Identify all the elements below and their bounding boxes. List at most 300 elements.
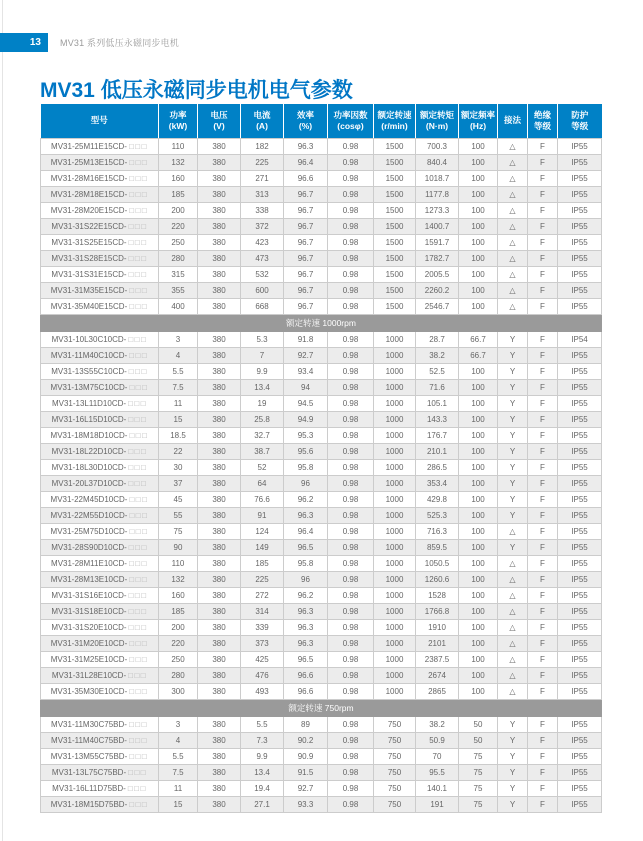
value-cell: 380	[198, 765, 241, 781]
value-cell: 91.5	[284, 765, 328, 781]
value-cell: 300	[159, 684, 198, 700]
value-cell: F	[528, 652, 558, 668]
column-header: 功率 (kW)	[159, 104, 198, 139]
value-cell: 2101	[416, 636, 459, 652]
value-cell: Y	[498, 749, 528, 765]
model-placeholder-boxes: □□□	[128, 446, 148, 456]
value-cell: IP55	[558, 235, 602, 251]
value-cell: 380	[198, 299, 241, 315]
value-cell: IP55	[558, 652, 602, 668]
value-cell: 0.98	[328, 572, 374, 588]
value-cell: F	[528, 684, 558, 700]
table-row	[41, 684, 602, 700]
value-cell: 380	[198, 203, 241, 219]
value-cell: 55	[159, 508, 198, 524]
value-cell: 66.7	[459, 332, 498, 348]
table-row	[41, 139, 602, 155]
value-cell: 0.98	[328, 444, 374, 460]
value-cell: 70	[416, 749, 459, 765]
value-cell: 92.7	[284, 781, 328, 797]
value-cell: 96	[284, 476, 328, 492]
value-cell: 90.9	[284, 749, 328, 765]
value-cell: 1018.7	[416, 171, 459, 187]
value-cell: 1500	[374, 203, 416, 219]
table-body	[41, 139, 602, 813]
model-placeholder-boxes: □□□	[127, 783, 147, 793]
value-cell: 0.98	[328, 412, 374, 428]
section-divider-label: 额定转速 750rpm	[41, 700, 602, 717]
value-cell: 280	[159, 251, 198, 267]
value-cell: 1260.6	[416, 572, 459, 588]
table-row	[41, 588, 602, 604]
value-cell: 13.4	[241, 765, 284, 781]
page-header-bar	[0, 33, 179, 52]
value-cell: 7	[241, 348, 284, 364]
value-cell: 1000	[374, 652, 416, 668]
table-row	[41, 733, 602, 749]
value-cell: 380	[198, 668, 241, 684]
value-cell: 1400.7	[416, 219, 459, 235]
model-cell: MV31-13M55C75BD- □□□	[41, 749, 159, 765]
value-cell: 100	[459, 460, 498, 476]
value-cell: IP55	[558, 733, 602, 749]
value-cell: 2674	[416, 668, 459, 684]
value-cell: F	[528, 797, 558, 813]
model-cell: MV31-31S31E15CD- □□□	[41, 267, 159, 283]
value-cell: IP55	[558, 524, 602, 540]
value-cell: 353.4	[416, 476, 459, 492]
value-cell: 0.98	[328, 524, 374, 540]
table-row	[41, 572, 602, 588]
value-cell: 0.98	[328, 187, 374, 203]
value-cell: 0.98	[328, 219, 374, 235]
model-placeholder-boxes: □□□	[128, 237, 148, 247]
value-cell: 100	[459, 620, 498, 636]
value-cell: 100	[459, 572, 498, 588]
model-placeholder-boxes: □□□	[128, 221, 148, 231]
parameters-table-container	[40, 104, 601, 813]
value-cell: 1000	[374, 668, 416, 684]
table-row	[41, 476, 602, 492]
model-placeholder-boxes: □□□	[128, 590, 148, 600]
table-row	[41, 508, 602, 524]
value-cell: Y	[498, 492, 528, 508]
value-cell: 185	[241, 556, 284, 572]
table-row	[41, 187, 602, 203]
model-placeholder-boxes: □□□	[129, 173, 149, 183]
value-cell: IP55	[558, 267, 602, 283]
value-cell: 380	[198, 155, 241, 171]
value-cell: 19	[241, 396, 284, 412]
value-cell: 105.1	[416, 396, 459, 412]
value-cell: 1000	[374, 492, 416, 508]
value-cell: F	[528, 155, 558, 171]
value-cell: 1000	[374, 684, 416, 700]
model-placeholder-boxes: □□□	[128, 622, 148, 632]
value-cell: 100	[459, 139, 498, 155]
value-cell: 2260.2	[416, 283, 459, 299]
value-cell: Y	[498, 460, 528, 476]
value-cell: F	[528, 332, 558, 348]
value-cell: △	[498, 556, 528, 572]
model-cell: MV31-35M30E10CD- □□□	[41, 684, 159, 700]
value-cell: 100	[459, 556, 498, 572]
value-cell: IP55	[558, 155, 602, 171]
value-cell: 28.7	[416, 332, 459, 348]
model-cell: MV31-28M11E10CD- □□□	[41, 556, 159, 572]
value-cell: △	[498, 652, 528, 668]
value-cell: IP55	[558, 765, 602, 781]
value-cell: IP55	[558, 508, 602, 524]
model-placeholder-boxes: □□□	[129, 686, 149, 696]
value-cell: 380	[198, 267, 241, 283]
value-cell: F	[528, 428, 558, 444]
value-cell: F	[528, 604, 558, 620]
model-placeholder-boxes: □□□	[129, 510, 149, 520]
value-cell: △	[498, 203, 528, 219]
value-cell: 1000	[374, 396, 416, 412]
value-cell: Y	[498, 508, 528, 524]
value-cell: IP55	[558, 364, 602, 380]
value-cell: 5.5	[159, 749, 198, 765]
value-cell: 110	[159, 556, 198, 572]
value-cell: 100	[459, 299, 498, 315]
value-cell: F	[528, 267, 558, 283]
value-cell: 160	[159, 588, 198, 604]
value-cell: 100	[459, 412, 498, 428]
value-cell: 380	[198, 717, 241, 733]
value-cell: IP55	[558, 203, 602, 219]
value-cell: 1000	[374, 604, 416, 620]
value-cell: IP55	[558, 380, 602, 396]
value-cell: 0.98	[328, 604, 374, 620]
value-cell: IP55	[558, 492, 602, 508]
value-cell: 380	[198, 396, 241, 412]
model-cell: MV31-28M16E15CD- □□□	[41, 171, 159, 187]
value-cell: F	[528, 380, 558, 396]
value-cell: 18.5	[159, 428, 198, 444]
value-cell: 0.98	[328, 155, 374, 171]
value-cell: 100	[459, 444, 498, 460]
value-cell: 96.5	[284, 652, 328, 668]
value-cell: 225	[241, 155, 284, 171]
model-placeholder-boxes: □□□	[128, 558, 148, 568]
value-cell: 380	[198, 540, 241, 556]
value-cell: F	[528, 187, 558, 203]
value-cell: F	[528, 749, 558, 765]
value-cell: 840.4	[416, 155, 459, 171]
value-cell: 380	[198, 524, 241, 540]
value-cell: IP55	[558, 620, 602, 636]
value-cell: 0.98	[328, 588, 374, 604]
column-header: 绝缘 等级	[528, 104, 558, 139]
value-cell: 52	[241, 460, 284, 476]
value-cell: 716.3	[416, 524, 459, 540]
value-cell: IP55	[558, 139, 602, 155]
value-cell: IP55	[558, 299, 602, 315]
value-cell: 92.7	[284, 348, 328, 364]
value-cell: 96.4	[284, 155, 328, 171]
value-cell: 32.7	[241, 428, 284, 444]
value-cell: 1000	[374, 380, 416, 396]
value-cell: 1500	[374, 139, 416, 155]
value-cell: 0.98	[328, 364, 374, 380]
model-placeholder-boxes: □□□	[129, 205, 149, 215]
value-cell: F	[528, 765, 558, 781]
model-placeholder-boxes: □□□	[129, 799, 149, 809]
model-placeholder-boxes: □□□	[128, 606, 148, 616]
value-cell: 2865	[416, 684, 459, 700]
value-cell: 90	[159, 540, 198, 556]
value-cell: IP55	[558, 171, 602, 187]
value-cell: 380	[198, 781, 241, 797]
value-cell: 75	[459, 765, 498, 781]
value-cell: 280	[159, 668, 198, 684]
value-cell: 0.98	[328, 717, 374, 733]
value-cell: F	[528, 203, 558, 219]
value-cell: 66.7	[459, 348, 498, 364]
value-cell: 96.7	[284, 203, 328, 219]
value-cell: 27.1	[241, 797, 284, 813]
value-cell: 96.5	[284, 540, 328, 556]
value-cell: 19.4	[241, 781, 284, 797]
value-cell: 1500	[374, 235, 416, 251]
value-cell: Y	[498, 476, 528, 492]
value-cell: F	[528, 636, 558, 652]
value-cell: Y	[498, 380, 528, 396]
value-cell: 1000	[374, 636, 416, 652]
value-cell: 0.98	[328, 556, 374, 572]
model-cell: MV31-11M30C75BD- □□□	[41, 717, 159, 733]
value-cell: △	[498, 155, 528, 171]
value-cell: 96.7	[284, 283, 328, 299]
value-cell: 100	[459, 428, 498, 444]
value-cell: 700.3	[416, 139, 459, 155]
model-placeholder-boxes: □□□	[128, 478, 148, 488]
value-cell: 95.6	[284, 444, 328, 460]
value-cell: 473	[241, 251, 284, 267]
value-cell: 380	[198, 235, 241, 251]
value-cell: F	[528, 283, 558, 299]
value-cell: 100	[459, 476, 498, 492]
value-cell: 0.98	[328, 251, 374, 267]
value-cell: F	[528, 556, 558, 572]
value-cell: 100	[459, 604, 498, 620]
model-cell: MV31-28M13E10CD- □□□	[41, 572, 159, 588]
table-row	[41, 444, 602, 460]
value-cell: 96.6	[284, 668, 328, 684]
table-row	[41, 428, 602, 444]
value-cell: 95.3	[284, 428, 328, 444]
value-cell: 0.98	[328, 380, 374, 396]
model-placeholder-boxes: □□□	[129, 526, 149, 536]
value-cell: 1000	[374, 588, 416, 604]
column-header: 电压 (V)	[198, 104, 241, 139]
value-cell: 185	[159, 604, 198, 620]
table-row	[41, 251, 602, 267]
value-cell: 315	[159, 267, 198, 283]
table-row	[41, 460, 602, 476]
table-row	[41, 781, 602, 797]
value-cell: 1000	[374, 444, 416, 460]
value-cell: 7.3	[241, 733, 284, 749]
model-placeholder-boxes: □□□	[129, 430, 149, 440]
model-cell: MV31-18L22D10CD- □□□	[41, 444, 159, 460]
model-placeholder-boxes: □□□	[128, 366, 148, 376]
model-placeholder-boxes: □□□	[129, 350, 149, 360]
value-cell: IP55	[558, 797, 602, 813]
model-placeholder-boxes: □□□	[129, 654, 149, 664]
value-cell: 380	[198, 332, 241, 348]
value-cell: 100	[459, 155, 498, 171]
value-cell: 380	[198, 171, 241, 187]
value-cell: 191	[416, 797, 459, 813]
value-cell: 132	[159, 155, 198, 171]
value-cell: 0.98	[328, 765, 374, 781]
value-cell: 1500	[374, 251, 416, 267]
model-cell: MV31-16L11D75BD- □□□	[41, 781, 159, 797]
model-placeholder-boxes: □□□	[128, 141, 148, 151]
value-cell: △	[498, 588, 528, 604]
value-cell: IP55	[558, 476, 602, 492]
column-header: 额定转矩 (N·m)	[416, 104, 459, 139]
value-cell: △	[498, 267, 528, 283]
value-cell: 1000	[374, 412, 416, 428]
value-cell: 5.3	[241, 332, 284, 348]
value-cell: 1000	[374, 476, 416, 492]
model-cell: MV31-25M75D10CD- □□□	[41, 524, 159, 540]
value-cell: 7.5	[159, 765, 198, 781]
page-number-tab	[0, 33, 48, 52]
value-cell: 1766.8	[416, 604, 459, 620]
model-cell: MV31-16L15D10CD- □□□	[41, 412, 159, 428]
value-cell: F	[528, 733, 558, 749]
model-cell: MV31-13S55C10CD- □□□	[41, 364, 159, 380]
value-cell: 0.98	[328, 668, 374, 684]
value-cell: Y	[498, 444, 528, 460]
value-cell: 600	[241, 283, 284, 299]
value-cell: 2546.7	[416, 299, 459, 315]
value-cell: 3	[159, 717, 198, 733]
value-cell: IP55	[558, 684, 602, 700]
model-placeholder-boxes: □□□	[129, 285, 149, 295]
model-placeholder-boxes: □□□	[129, 494, 149, 504]
value-cell: Y	[498, 797, 528, 813]
value-cell: 750	[374, 797, 416, 813]
value-cell: 143.3	[416, 412, 459, 428]
value-cell: 0.98	[328, 749, 374, 765]
table-row	[41, 380, 602, 396]
value-cell: F	[528, 251, 558, 267]
model-cell: MV31-18L30D10CD- □□□	[41, 460, 159, 476]
value-cell: 94	[284, 380, 328, 396]
value-cell: F	[528, 717, 558, 733]
value-cell: 380	[198, 733, 241, 749]
value-cell: 1000	[374, 332, 416, 348]
table-row	[41, 797, 602, 813]
value-cell: 100	[459, 219, 498, 235]
value-cell: 94.5	[284, 396, 328, 412]
value-cell: 750	[374, 781, 416, 797]
value-cell: 1000	[374, 620, 416, 636]
value-cell: IP55	[558, 460, 602, 476]
value-cell: 425	[241, 652, 284, 668]
value-cell: 22	[159, 444, 198, 460]
value-cell: 50.9	[416, 733, 459, 749]
value-cell: 100	[459, 267, 498, 283]
value-cell: IP55	[558, 668, 602, 684]
value-cell: 176.7	[416, 428, 459, 444]
value-cell: 1500	[374, 299, 416, 315]
value-cell: IP55	[558, 540, 602, 556]
value-cell: 0.98	[328, 684, 374, 700]
value-cell: Y	[498, 781, 528, 797]
model-cell: MV31-28M18E15CD- □□□	[41, 187, 159, 203]
column-header: 功率因数 (cosφ)	[328, 104, 374, 139]
value-cell: 100	[459, 187, 498, 203]
value-cell: 93.3	[284, 797, 328, 813]
value-cell: 91	[241, 508, 284, 524]
value-cell: 1500	[374, 219, 416, 235]
value-cell: 11	[159, 396, 198, 412]
value-cell: 11	[159, 781, 198, 797]
value-cell: △	[498, 524, 528, 540]
column-header: 型号	[41, 104, 159, 139]
value-cell: F	[528, 476, 558, 492]
value-cell: △	[498, 684, 528, 700]
value-cell: F	[528, 171, 558, 187]
value-cell: △	[498, 668, 528, 684]
value-cell: 200	[159, 203, 198, 219]
value-cell: 45	[159, 492, 198, 508]
value-cell: 93.4	[284, 364, 328, 380]
value-cell: 380	[198, 588, 241, 604]
value-cell: 225	[241, 572, 284, 588]
value-cell: 380	[198, 187, 241, 203]
model-cell: MV31-31S28E15CD- □□□	[41, 251, 159, 267]
value-cell: IP55	[558, 348, 602, 364]
value-cell: 1000	[374, 460, 416, 476]
value-cell: 96.7	[284, 219, 328, 235]
table-row	[41, 332, 602, 348]
value-cell: 380	[198, 604, 241, 620]
value-cell: 0.98	[328, 348, 374, 364]
value-cell: 95.8	[284, 556, 328, 572]
value-cell: △	[498, 620, 528, 636]
model-cell: MV31-28S90D10CD- □□□	[41, 540, 159, 556]
value-cell: 100	[459, 171, 498, 187]
parameters-table	[40, 104, 602, 813]
model-cell: MV31-18M18D10CD- □□□	[41, 428, 159, 444]
value-cell: 1177.8	[416, 187, 459, 203]
value-cell: 380	[198, 460, 241, 476]
table-row	[41, 267, 602, 283]
value-cell: F	[528, 781, 558, 797]
model-placeholder-boxes: □□□	[128, 719, 148, 729]
value-cell: 1000	[374, 428, 416, 444]
value-cell: 380	[198, 556, 241, 572]
value-cell: 400	[159, 299, 198, 315]
value-cell: 250	[159, 235, 198, 251]
value-cell: △	[498, 251, 528, 267]
value-cell: △	[498, 636, 528, 652]
table-row	[41, 765, 602, 781]
model-cell: MV31-20L37D10CD- □□□	[41, 476, 159, 492]
model-cell: MV31-13M75C10CD- □□□	[41, 380, 159, 396]
value-cell: IP55	[558, 187, 602, 203]
value-cell: 0.98	[328, 781, 374, 797]
model-placeholder-boxes: □□□	[128, 542, 148, 552]
